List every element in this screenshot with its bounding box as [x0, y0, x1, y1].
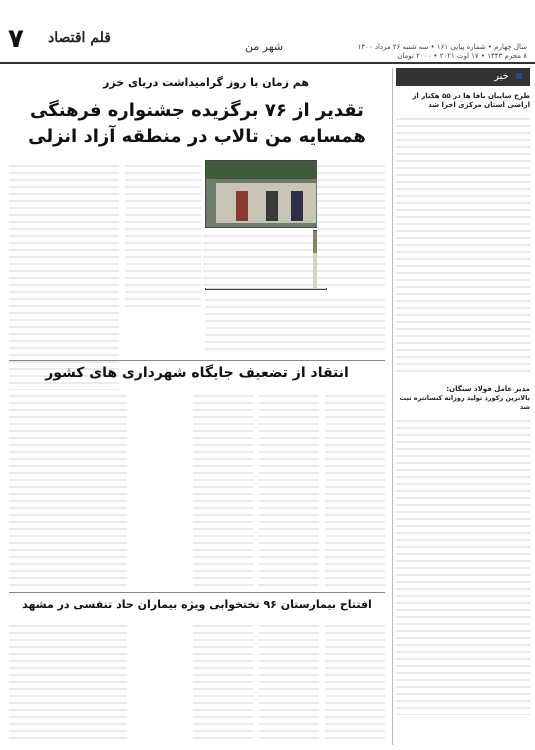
- issue-meta-line2: ۸ محرم ۱۴۴۳ • ۱۷ اوت ۲۰۲۱ • ۲۰۰۰ تومان: [397, 52, 527, 60]
- section-title: شهر من: [245, 40, 284, 53]
- news-sidebar: [396, 68, 530, 745]
- article1-body-col5: [205, 294, 385, 354]
- page-header: [0, 0, 535, 64]
- page-number: ۷: [8, 24, 24, 54]
- article3-headline: افتتاح بیمارستان ۹۶ تختخوابی ویژه بیماران حاد تنفسی در مشهد: [22, 598, 372, 611]
- issue-meta: [358, 43, 527, 61]
- article2-body-col4: [9, 390, 127, 586]
- column-divider: [392, 68, 393, 745]
- article1-body-col1: [317, 160, 385, 288]
- article-divider-1: [9, 360, 385, 361]
- sidebar-news2-headline: مدیر عامل فولاد سنگان:: [446, 385, 530, 393]
- main-content: [5, 68, 389, 745]
- article1-body-col2: [203, 230, 313, 288]
- sidebar-label: [396, 68, 530, 86]
- sidebar-news2-subheadline: بالاترین رکورد تولید روزانه کنسانتره ثبت شد: [399, 394, 530, 411]
- article2-body-col3: [193, 390, 253, 586]
- issue-meta-line1: سال چهارم • شماره پیاپی ۱۶۱ • سه شنبه ۲۶ مرداد ۱۴۰۰: [357, 43, 527, 51]
- sidebar-news2-body: [396, 415, 530, 715]
- ceremony-photo-1: [205, 160, 327, 228]
- newspaper-logo: قلم اقتصاد: [48, 30, 111, 46]
- article3-body-col1: [325, 620, 385, 740]
- article1-headline: تقدیر از ۷۶ برگزیده جشنواره فرهنگی همسایه من تالاب در منطقه آزاد انزلی: [28, 100, 366, 147]
- article2-headline: انتقاد از تضعیف جایگاه شهرداری های کشور: [45, 365, 349, 381]
- article2-body-col1: [325, 390, 385, 586]
- article3-body-col3: [193, 620, 253, 740]
- article3-body-col2: [259, 620, 319, 740]
- article-divider-2: [9, 592, 385, 593]
- article1-kicker: هم زمان با روز گرامیداشت دریای خزر: [103, 76, 309, 89]
- article1-body-col4: [125, 160, 201, 310]
- article3-body-col4: [9, 620, 127, 740]
- square-bullet-icon: [516, 73, 522, 79]
- article2-body-col2: [259, 390, 319, 586]
- sidebar-news1-headline: طرح سایبان بافا ها در ۵۵ هکتار از اراضی استان مرکزی اجرا شد: [412, 92, 530, 109]
- sidebar-label-text: خبر: [494, 71, 509, 82]
- sidebar-news1-body: [396, 113, 530, 373]
